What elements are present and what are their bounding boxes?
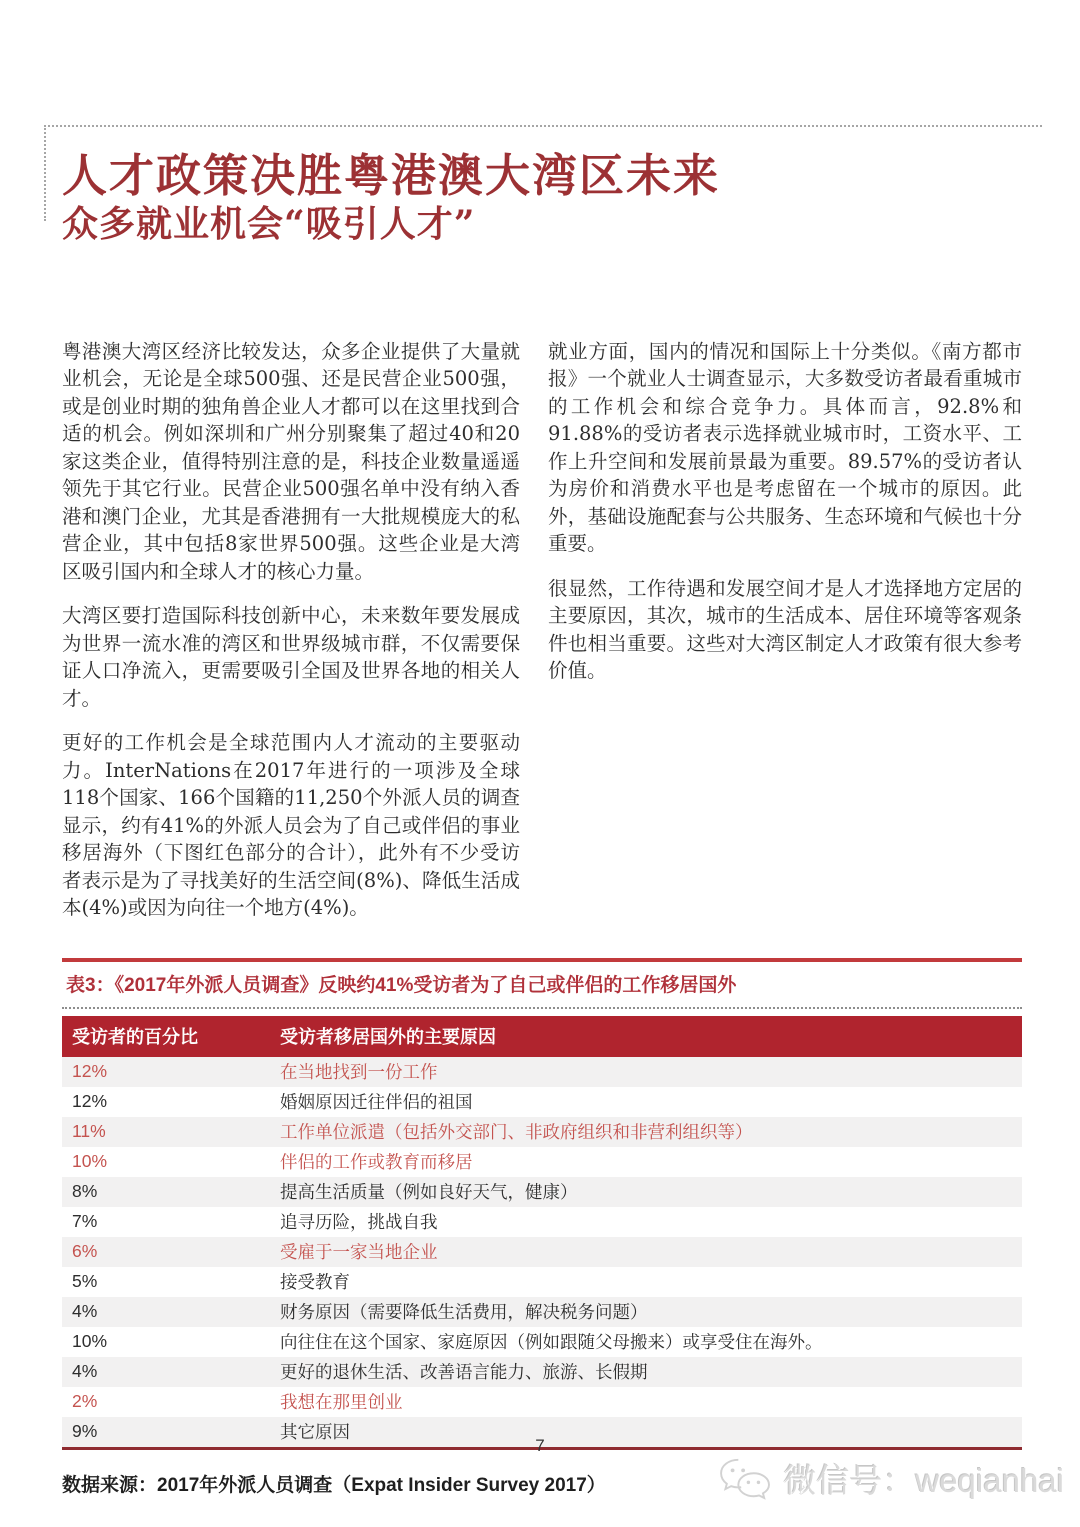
row-reason: 提高生活质量（例如良好天气，健康） (280, 1182, 578, 1203)
paragraph: 大湾区要打造国际科技创新中心，未来数年要发展成为世界一流水准的湾区和世界级城市群，不仅需要保证人口净流入，更需要吸引全国及世界各地的相关人才。 (62, 604, 520, 710)
row-percent: 7% (72, 1211, 98, 1232)
row-percent: 8% (72, 1181, 98, 1202)
row-percent: 12% (72, 1061, 108, 1082)
page-dotted-border-left (44, 125, 46, 221)
row-percent: 6% (72, 1241, 98, 1262)
row-percent: 10% (72, 1331, 108, 1352)
table-row (62, 1147, 1022, 1177)
body-column-right (548, 338, 1022, 922)
paragraph: 粤港澳大湾区经济比较发达，众多企业提供了大量就业机会，无论是全球500强、还是民营企业500强，或是创业时期的独角兽企业人才都可以在这里找到合适的机会。例如深圳和广州分别聚集了超过40和20家这类企业，值得特别注意的是，科技企业数量遥遥领先于其它行业。民营企业500强名单中没有纳入香港和澳门企业，尤其是香港拥有一大批规模庞大的私营企业，其中包括8家世界500强。这些企业是大湾区吸引国内和全球人才的核心力量。 (62, 339, 520, 583)
page-number: 7 (535, 1436, 545, 1455)
watermark-text: 微信号：weqianhai (783, 1462, 1064, 1499)
row-percent: 4% (72, 1301, 98, 1322)
row-percent: 10% (72, 1151, 108, 1172)
row-reason: 向往住在这个国家、家庭原因（例如跟随父母搬来）或享受住在海外。 (280, 1332, 823, 1353)
table-row (62, 1087, 1022, 1117)
table-row (62, 1357, 1022, 1387)
row-percent: 2% (72, 1391, 98, 1412)
row-reason: 我想在那里创业 (280, 1392, 403, 1413)
paragraph: 很显然，工作待遇和发展空间才是人才选择地方定居的主要原因，其次，城市的生活成本、居住环境等客观条件也相当重要。这些对大湾区制定人才政策有很大参考价值。 (548, 576, 1022, 683)
table-section (62, 958, 1022, 1497)
paragraph: 更好的工作机会是全球范围内人才流动的主要驱动力。InterNations在2017年进行的一项涉及全球118个国家、166个国籍的11,250个外派人员的调查显示，约有41%的外派人员会为了自己或伴侣的事业移居海外（下图红色部分的合计），此外有不少受访者表示是为了寻找美好的生活空间(8%)、降低生活成本(4%)或因为向往一个地方(4%)。 (62, 731, 520, 920)
table-dotted-separator (62, 1007, 1022, 1009)
page-subtitle: 众多就业机会“吸引人才” (62, 203, 476, 246)
table-caption: 表3：《2017年外派人员调查》反映约41%受访者为了自己或伴侣的工作移居国外 (66, 974, 737, 996)
table-row (62, 1057, 1022, 1087)
row-reason: 财务原因（需要降低生活费用，解决税务问题） (280, 1302, 648, 1323)
row-reason: 在当地找到一份工作 (280, 1062, 438, 1083)
row-percent: 11% (72, 1121, 106, 1142)
body-column-left (62, 338, 520, 922)
row-reason: 伴侣的工作或教育而移居 (280, 1152, 473, 1173)
page-content (62, 150, 1022, 1497)
row-percent: 12% (72, 1091, 108, 1112)
paragraph: 就业方面，国内的情况和国际上十分类似。《南方都市报》一个就业人士调查显示，大多数受访者最看重城市的工作机会和综合竞争力。具体而言，92.8%和91.88%的受访者表示选择就业城市时，工资水平、工作上升空间和发展前景最为重要。89.57%的受访者认为房价和消费水平也是考虑留在一个城市的原因。此外，基础设施配套与公共服务、生态环境和气候也十分重要。 (548, 339, 1022, 556)
row-reason: 其它原因 (280, 1422, 350, 1443)
page-dotted-border-top (44, 125, 1042, 127)
row-reason: 更好的退休生活、改善语言能力、旅游、长假期 (280, 1362, 648, 1383)
wechat-watermark (717, 1455, 1064, 1502)
body-columns (62, 338, 1022, 922)
row-percent: 9% (72, 1421, 98, 1442)
table-row (62, 1207, 1022, 1237)
row-reason: 接受教育 (280, 1272, 350, 1293)
table-row (62, 1117, 1022, 1147)
row-percent: 5% (72, 1271, 98, 1292)
row-reason: 工作单位派遣（包括外交部门、非政府组织和非营利组织等） (280, 1122, 753, 1143)
table-row (62, 1387, 1022, 1417)
table-header-row (62, 1016, 1022, 1057)
table-body (62, 1057, 1022, 1447)
table-row (62, 1177, 1022, 1207)
table-row (62, 1237, 1022, 1267)
table-row (62, 1297, 1022, 1327)
row-reason: 婚姻原因迁往伴侣的祖国 (280, 1092, 473, 1113)
wechat-icon (717, 1456, 775, 1502)
table-row (62, 1267, 1022, 1297)
row-percent: 4% (72, 1361, 98, 1382)
table-header-percent: 受访者的百分比 (72, 1027, 198, 1048)
row-reason: 追寻历险，挑战自我 (280, 1212, 438, 1233)
data-source-note: 数据来源：2017年外派人员调查（Expat Insider Survey 2017） (62, 1474, 606, 1496)
row-reason: 受雇于一家当地企业 (280, 1242, 438, 1263)
table-row (62, 1327, 1022, 1357)
table-header-reason: 受访者移居国外的主要原因 (280, 1027, 496, 1048)
page-title: 人才政策决胜粤港澳大湾区未来 (62, 149, 721, 202)
